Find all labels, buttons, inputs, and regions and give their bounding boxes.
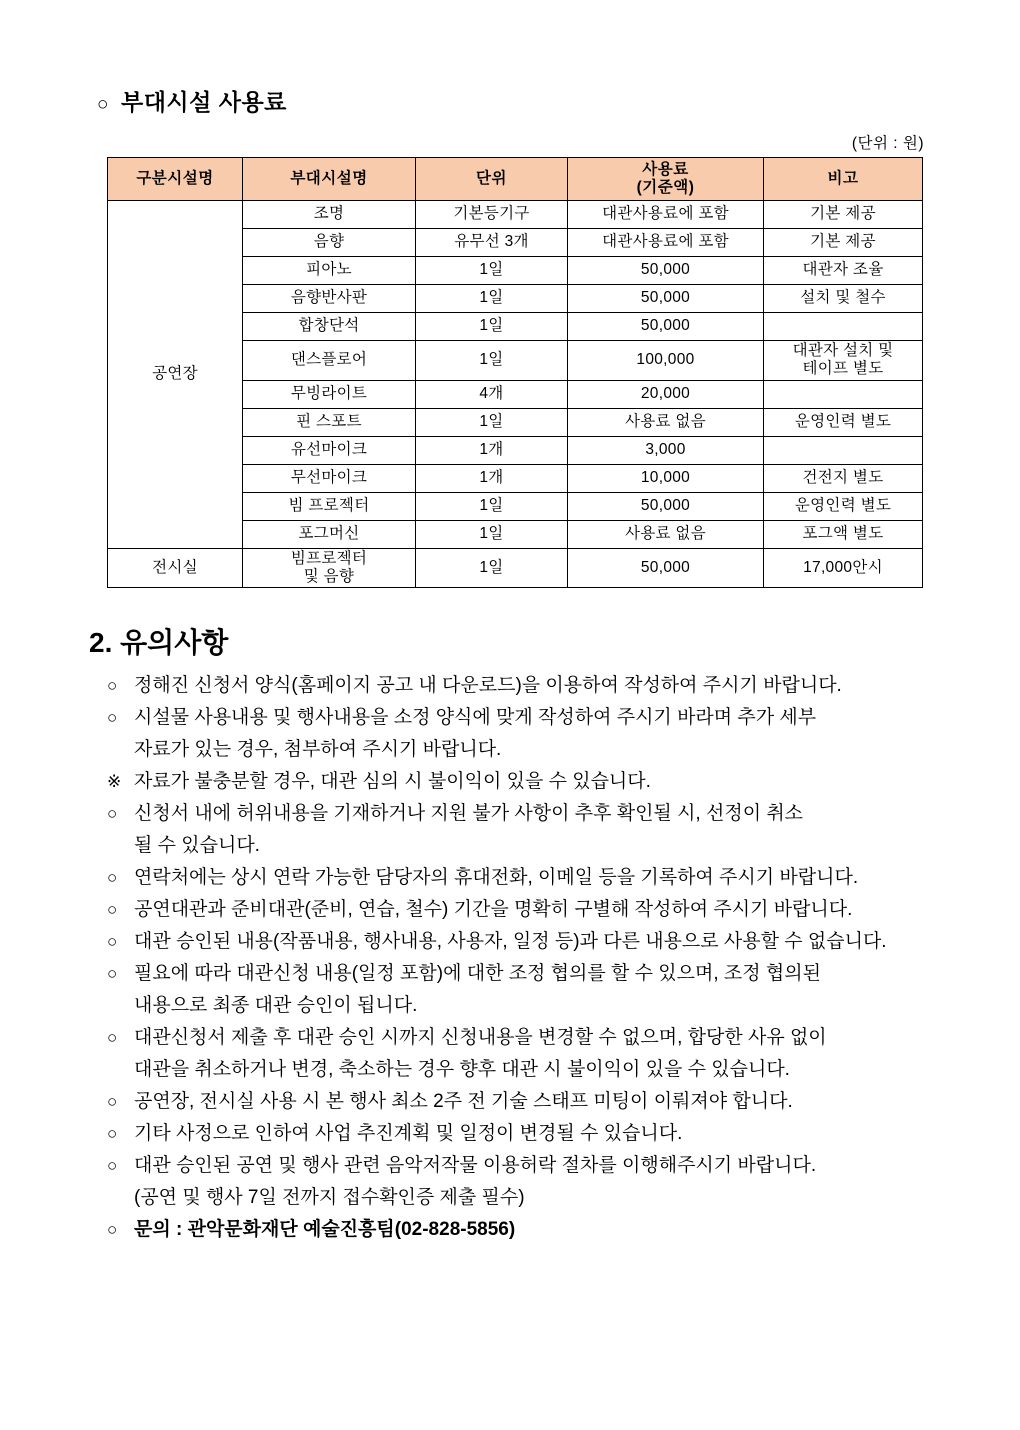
circle-bullet-icon: ○	[107, 1028, 118, 1047]
notice-item	[107, 670, 952, 702]
cell-remarks: 포그액 별도	[764, 520, 923, 548]
cell-category: 공연장	[108, 201, 243, 549]
circle-bullet-icon: ○	[107, 900, 118, 919]
cell-unit: 1일	[416, 313, 568, 341]
notice-text: 대관신청서 제출 후 대관 승인 시까지 신청내용을 변경할 수 없으며, 합당한 사유 없이	[134, 1027, 827, 1048]
circle-bullet-icon: ○	[107, 1156, 118, 1175]
facility-fee-table	[107, 157, 923, 588]
notice-text-continued: (공연 및 행사 7일 전까지 접수확인증 제출 필수)	[134, 1187, 525, 1208]
cell-unit: 1개	[416, 436, 568, 464]
circle-bullet-icon: ○	[107, 1220, 118, 1239]
cell-remarks: 대관자 조율	[764, 257, 923, 285]
cell-facility-name: 피아노	[243, 257, 416, 285]
cell-facility-name: 무선마이크	[243, 464, 416, 492]
cell-fee: 50,000	[568, 313, 764, 341]
cell-fee: 대관사용료에 포함	[568, 201, 764, 229]
cell-remarks: 설치 및 철수	[764, 285, 923, 313]
table-body	[108, 201, 923, 588]
cell-unit: 1일	[416, 341, 568, 381]
notice-text: 신청서 내에 허위내용을 기재하거나 지원 불가 사항이 추후 확인될 시, 선정이 취소	[134, 803, 804, 824]
cell-unit: 1일	[416, 285, 568, 313]
cell-unit: 1일	[416, 520, 568, 548]
notice-text: 대관 승인된 내용(작품내용, 행사내용, 사용자, 일정 등)과 다른 내용으로 사용할 수 없습니다.	[134, 931, 887, 952]
notice-text-continued: 대관을 취소하거나 변경, 축소하는 경우 향후 대관 시 불이익이 있을 수 있습니다.	[134, 1059, 790, 1080]
notice-item	[107, 1118, 952, 1150]
cell-fee: 50,000	[568, 548, 764, 588]
notice-text: 정해진 신청서 양식(홈페이지 공고 내 다운로드)을 이용하여 작성하여 주시기 바랍니다.	[134, 675, 842, 696]
cell-fee: 100,000	[568, 341, 764, 381]
cell-fee: 사용료 없음	[568, 520, 764, 548]
cell-unit: 1일	[416, 257, 568, 285]
cell-facility-name: 핀 스포트	[243, 408, 416, 436]
table-row	[108, 201, 923, 229]
cell-remarks: 기본 제공	[764, 201, 923, 229]
circle-bullet-icon: ○	[97, 94, 109, 115]
cell-remarks: 17,000안시	[764, 548, 923, 588]
th-remarks: 비고	[764, 158, 923, 201]
circle-bullet-icon: ○	[107, 1124, 118, 1143]
cell-unit: 기본등기구	[416, 201, 568, 229]
circle-bullet-icon: ○	[107, 804, 118, 823]
cell-unit: 1일	[416, 492, 568, 520]
cell-remarks	[764, 436, 923, 464]
notice-item	[107, 958, 952, 1022]
notice-text: 문의 : 관악문화재단 예술진흥팀(02-828-5856)	[134, 1219, 516, 1240]
facility-fee-table-wrap	[107, 157, 922, 588]
notice-item	[107, 894, 952, 926]
cell-remarks: 운영인력 별도	[764, 408, 923, 436]
cell-remarks: 건전지 별도	[764, 464, 923, 492]
cell-fee: 50,000	[568, 492, 764, 520]
cell-fee: 50,000	[568, 257, 764, 285]
circle-bullet-icon: ○	[107, 1092, 118, 1111]
notice-text: 필요에 따라 대관신청 내용(일정 포함)에 대한 조정 협의를 할 수 있으며, 조정 협의된	[134, 963, 821, 984]
cell-remarks	[764, 313, 923, 341]
cell-remarks: 기본 제공	[764, 229, 923, 257]
cell-remarks: 운영인력 별도	[764, 492, 923, 520]
cell-facility-name: 합창단석	[243, 313, 416, 341]
cell-fee: 20,000	[568, 380, 764, 408]
cell-unit: 1일	[416, 408, 568, 436]
notice-text-continued: 내용으로 최종 대관 승인이 됩니다.	[134, 995, 418, 1016]
cell-remarks	[764, 380, 923, 408]
table-header-row	[108, 158, 923, 201]
table-head	[108, 158, 923, 201]
notices-heading: 2. 유의사항	[89, 627, 229, 658]
notice-item	[107, 798, 952, 862]
th-category: 구분시설명	[108, 158, 243, 201]
cell-facility-name: 빔프로젝터 및 음향	[243, 548, 416, 588]
cell-facility-name: 조명	[243, 201, 416, 229]
notice-text: 자료가 불충분할 경우, 대관 심의 시 불이익이 있을 수 있습니다.	[134, 771, 651, 792]
cell-category: 전시실	[108, 548, 243, 588]
cell-facility-name: 댄스플로어	[243, 341, 416, 381]
th-fee-line2: (기준액)	[636, 179, 695, 196]
notice-text: 시설물 사용내용 및 행사내용을 소정 양식에 맞게 작성하여 주시기 바라며 추가 세부	[134, 707, 817, 728]
circle-bullet-icon: ○	[107, 708, 118, 727]
cell-fee: 사용료 없음	[568, 408, 764, 436]
notices-list	[107, 670, 952, 1246]
notice-item	[107, 926, 952, 958]
circle-bullet-icon: ○	[107, 868, 118, 887]
notice-item	[107, 1150, 952, 1214]
notice-item	[107, 1214, 952, 1246]
notice-text: 대관 승인된 공연 및 행사 관련 음악저작물 이용허락 절차를 이행해주시기 바랍니다.	[134, 1155, 817, 1176]
facility-fee-heading	[97, 84, 287, 117]
cell-unit: 4개	[416, 380, 568, 408]
facility-fee-heading-text: 부대시설 사용료	[120, 89, 287, 115]
cell-unit: 1일	[416, 548, 568, 588]
cell-facility-name: 음향반사판	[243, 285, 416, 313]
circle-bullet-icon: ○	[107, 964, 118, 983]
notice-text-continued: 자료가 있는 경우, 첨부하여 주시기 바랍니다.	[134, 739, 502, 760]
notice-item	[107, 1086, 952, 1118]
cell-fee: 50,000	[568, 285, 764, 313]
cell-remarks: 대관자 설치 및 테이프 별도	[764, 341, 923, 381]
th-unit: 단위	[416, 158, 568, 201]
circle-bullet-icon: ○	[107, 932, 118, 951]
currency-unit-note: (단위 : 원)	[851, 135, 924, 152]
cell-unit: 유무선 3개	[416, 229, 568, 257]
notice-item	[107, 862, 952, 894]
cell-facility-name: 유선마이크	[243, 436, 416, 464]
notice-text: 연락처에는 상시 연락 가능한 담당자의 휴대전화, 이메일 등을 기록하여 주시기 바랍니다.	[134, 867, 859, 888]
th-fee	[568, 158, 764, 201]
cell-facility-name: 빔 프로젝터	[243, 492, 416, 520]
cell-fee: 대관사용료에 포함	[568, 229, 764, 257]
notice-item	[107, 766, 952, 798]
th-fee-line1: 사용료	[642, 160, 689, 178]
cell-fee: 10,000	[568, 464, 764, 492]
notice-item	[107, 1022, 952, 1086]
notice-text: 공연대관과 준비대관(준비, 연습, 철수) 기간을 명확히 구별해 작성하여 주시기 바랍니다.	[134, 899, 853, 920]
cell-unit: 1개	[416, 464, 568, 492]
notice-item	[107, 702, 952, 766]
circle-bullet-icon: ○	[107, 676, 118, 695]
cell-facility-name: 무빙라이트	[243, 380, 416, 408]
notice-text: 기타 사정으로 인하여 사업 추진계획 및 일정이 변경될 수 있습니다.	[134, 1123, 683, 1144]
cell-facility-name: 음향	[243, 229, 416, 257]
cell-fee: 3,000	[568, 436, 764, 464]
th-facility-name: 부대시설명	[243, 158, 416, 201]
notice-text: 공연장, 전시실 사용 시 본 행사 최소 2주 전 기술 스태프 미팅이 이뤄져야 합니다.	[134, 1091, 793, 1112]
notice-text-continued: 될 수 있습니다.	[134, 835, 260, 856]
cell-facility-name: 포그머신	[243, 520, 416, 548]
reference-mark-icon: ※	[107, 772, 122, 791]
table-row	[108, 548, 923, 588]
